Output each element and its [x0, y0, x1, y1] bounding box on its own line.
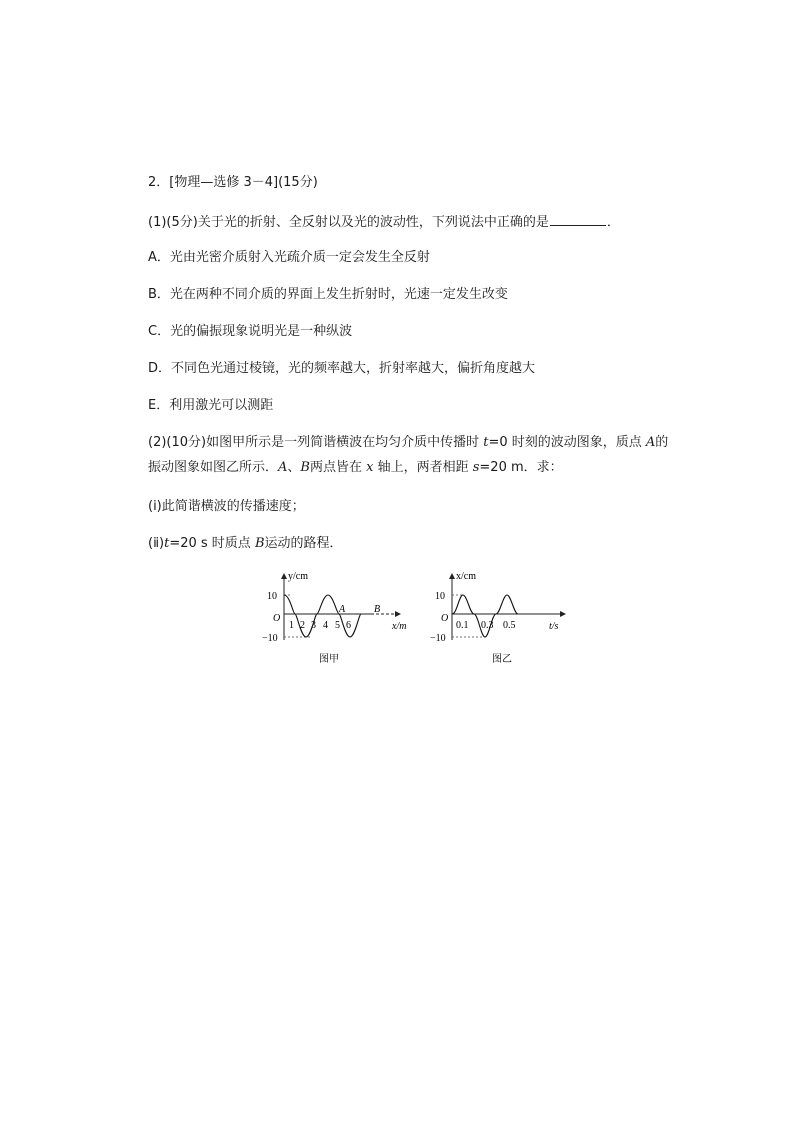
y-tick-neg10: −10 — [262, 633, 278, 644]
part1-stem — [148, 212, 620, 232]
part2-text-6: 轴上，两者相距 — [373, 460, 473, 475]
x-tick-1: 1 — [289, 620, 294, 631]
part2-text-4: 、 — [287, 460, 301, 475]
part2-stem — [148, 430, 678, 480]
sub2-text: =20 s 时质点 — [169, 536, 255, 551]
x-tick-4: 4 — [323, 620, 328, 631]
option-d: D．不同色光通过棱镜，光的频率越大，折射率越大，偏折角度越大 — [148, 361, 536, 376]
t-axis-label: t/s — [549, 621, 559, 632]
y-tick-neg10: −10 — [430, 633, 446, 644]
var-t: t — [483, 435, 489, 450]
option-c: C．光的偏振现象说明光是一种纵波 — [148, 324, 353, 339]
answer-blank[interactable] — [550, 212, 606, 226]
part1-stem-text: (1)(5分)关于光的折射、全反射以及光的波动性，下列说法中正确的是 — [148, 215, 549, 230]
y-axis-label: x/cm — [456, 571, 476, 582]
x-tick-2: 2 — [300, 620, 305, 631]
t-tick-03: 0.3 — [481, 620, 494, 631]
point-b-label: B — [374, 604, 381, 615]
var-a: A — [645, 435, 656, 450]
origin-label: O — [273, 613, 281, 624]
sub2-text-end: 运动的路程． — [264, 536, 343, 551]
var-s: s — [472, 460, 480, 475]
part2-text-7: =20 m．求： — [479, 460, 563, 475]
point-a-label: A — [339, 604, 346, 615]
part2-text-3: 的振动图象如图乙所示． — [148, 435, 669, 475]
y-axis-label: y/cm — [288, 571, 308, 582]
var-a-2: A — [278, 460, 288, 475]
x-tick-3: 3 — [311, 620, 316, 631]
t-tick-01: 0.1 — [456, 620, 469, 631]
sub2-var-b: B — [254, 536, 265, 551]
sub2-label: (ⅱ) — [148, 536, 165, 551]
origin-label: O — [441, 613, 449, 624]
y-tick-10: 10 — [435, 591, 445, 602]
part2-text-5: 两点皆在 — [309, 460, 367, 475]
x-tick-5: 5 — [335, 620, 340, 631]
x-axis-label: x/m — [392, 621, 407, 632]
part1-stem-end: ． — [606, 215, 620, 230]
var-b: B — [300, 460, 310, 475]
x-tick-6: 6 — [346, 620, 351, 631]
figure-jia-wave-graph — [255, 568, 415, 668]
option-e: E．利用激光可以测距 — [148, 398, 274, 413]
var-x: x — [366, 460, 374, 475]
figure-yi-caption: 图乙 — [492, 654, 512, 665]
option-a: A．光由光密介质射入光疏介质一定会发生全反射 — [148, 250, 430, 265]
part2-text-1: (2)(10分)如图甲所示是一列简谐横波在均匀介质中传播时 — [148, 435, 484, 450]
part2-text-2: =0 时刻的波动图象，质点 — [488, 435, 646, 450]
y-tick-10: 10 — [267, 591, 277, 602]
sub2-var-t: t — [164, 536, 170, 551]
question-title: 2．[物理—选修 3－4](15分) — [148, 175, 318, 190]
sub-question-1: (ⅰ)此简谐横波的传播速度； — [148, 499, 305, 514]
sub-question-2 — [148, 535, 343, 553]
option-b: B．光在两种不同介质的界面上发生折射时，光速一定发生改变 — [148, 287, 508, 302]
t-tick-05: 0.5 — [503, 620, 516, 631]
figure-yi-vibration-graph — [423, 568, 573, 668]
figure-jia-caption: 图甲 — [319, 654, 339, 665]
